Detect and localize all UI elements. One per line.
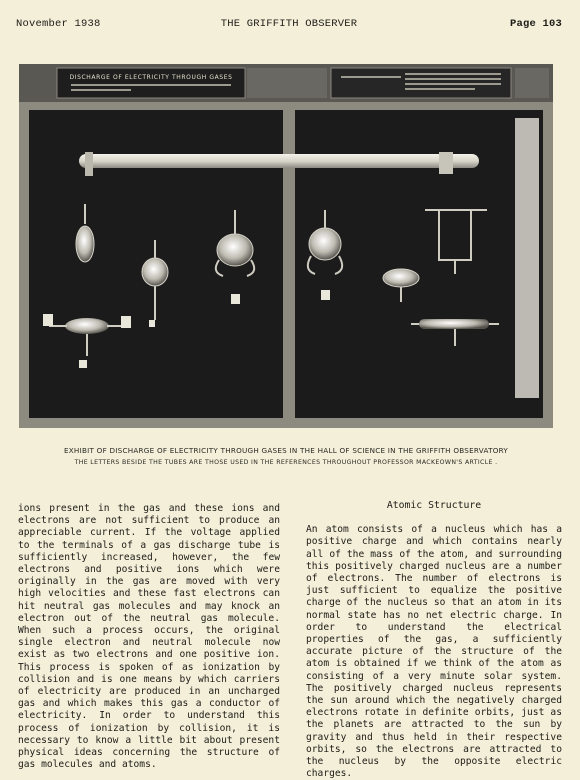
photo-caption: EXHIBIT OF DISCHARGE OF ELECTRICITY THROUGH GASES IN THE HALL OF SCIENCE IN THE GRIFFITH OBSERVATORY — [63, 446, 509, 455]
exhibit-photo-illustration — [19, 64, 553, 428]
right-column-text: An atom consists of a nucleus which has a positive charge and which contains nearly all of the mass of the atom, and surrounding this positively charged nucleus are a number of electrons. The number of electrons is just sufficient to equalize the positive charge of the nucleus so that an atom in its normal state has no net electric charge. In order to understand the electrical properties of the gas, a sufficiently accurate picture of the structure of the atom is obtained if we think of the atom as consisting of a very minute solar system. The positively charged nucleus represents the sun around which the negatively charged electrons rotate in definite orbits, just as the planets are attracted to the sun by gravity and thus held in their respective orbits, so the electrons are attracted to the nucleus by the opposite electric charges. — [306, 524, 562, 780]
right-column — [306, 500, 562, 780]
exhibit-photograph — [19, 64, 553, 428]
photo-caption-note: THE LETTERS BESIDE THE TUBES ARE THOSE USED IN THE REFERENCES THROUGHOUT PROFESSOR MACKEOWN'S ARTICLE . — [74, 459, 498, 466]
issue-date: November 1938 — [16, 18, 101, 30]
exhibit-sign-title: DISCHARGE OF ELECTRICITY THROUGH GASES — [69, 74, 233, 81]
left-column-text: ions present in the gas and these ions and electrons are not sufficient to produce an appreciable current. If the voltage applied to the terminals of a gas discharge tube is sufficiently increased, however, the few electrons and positive ions which were originally in the gas are moved with very high velocities and these fast electrons can hit neutral gas molecules and may knock an electron out of the neutral gas molecule. When such a process occurs, the original single electron and neutral molecule now exist as two electrons and one positive ion. This process is spoken of as ionization by collision and is one means by which carriers of electricity are produced in an uncharged gas and which makes this gas a conductor of electricity. In order to understand this process of ionization by collision, it is necessary to know a little bit about present physical ideas concerning the structure of gas molecules and atoms. — [18, 503, 280, 771]
section-heading: Atomic Structure — [386, 500, 482, 511]
page-number: Page 103 — [509, 18, 562, 30]
page-header — [16, 18, 562, 34]
left-column — [18, 503, 280, 771]
publication-title: THE GRIFFITH OBSERVER — [220, 18, 358, 30]
